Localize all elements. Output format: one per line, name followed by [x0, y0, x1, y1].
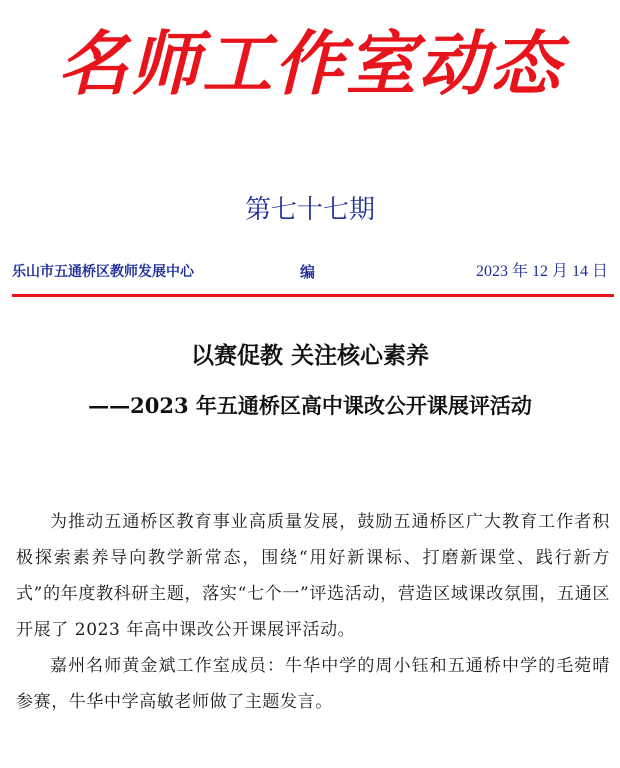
edit-label: 编 — [300, 263, 316, 281]
header-divider — [12, 294, 614, 297]
article-body — [16, 504, 610, 720]
article-title: 以赛促教 关注核心素养 — [190, 342, 429, 369]
publisher-name: 乐山市五通桥区教师发展中心 — [12, 264, 194, 280]
article-subtitle: ——2023 年五通桥区高中课改公开课展评活动 — [88, 393, 532, 418]
publication-meta — [12, 260, 612, 284]
publish-date: 2023 年 12 月 14 日 — [475, 263, 608, 280]
paragraph: 为推动五通桥区教育事业高质量发展，鼓励五通桥区广大教育工作者积极探索素养导向教学新常态，围绕“用好新课标、打磨新课堂、践行新方式”的年度教科研主题，落实“七个一”评选活动，营造区域课改氛围，五通区开展了 2023 年高中课改公开课展评活动。 — [16, 512, 610, 640]
masthead-title: 名师工作室动态 — [58, 23, 562, 105]
issue-number: 第七十七期 — [244, 195, 375, 225]
paragraph: 嘉州名师黄金斌工作室成员：牛华中学的周小钰和五通桥中学的毛菀晴参赛，牛华中学高敏老师做了主题发言。 — [16, 656, 610, 712]
